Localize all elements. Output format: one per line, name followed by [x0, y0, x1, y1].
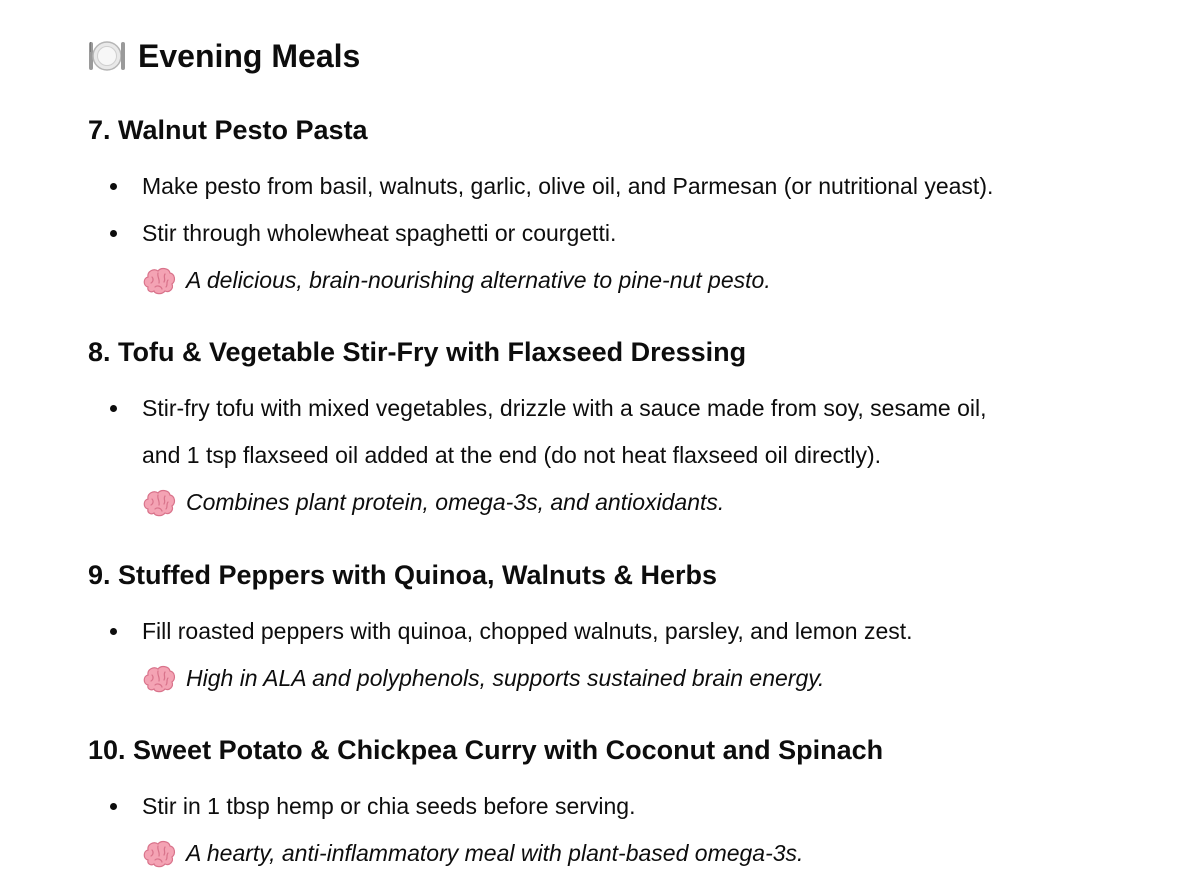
- bullet-text: Stir through wholewheat spaghetti or courgetti.: [142, 220, 617, 246]
- meal-note: [88, 257, 1188, 304]
- section-heading: [88, 36, 360, 76]
- brain-icon: [142, 665, 176, 693]
- note-text: A hearty, anti-inflammatory meal with plant-based omega-3s.: [186, 840, 804, 866]
- bullet-dot: [110, 628, 117, 635]
- section-title-text: Evening Meals: [138, 38, 361, 74]
- note-text: A delicious, brain-nourishing alternative to pine-nut pesto.: [186, 267, 771, 293]
- plate-with-cutlery-icon: [88, 37, 126, 75]
- note-text: Combines plant protein, omega-3s, and antioxidants.: [186, 489, 725, 515]
- meal-title: 9. Stuffed Peppers with Quinoa, Walnuts & Herbs: [88, 560, 718, 590]
- brain-icon: [142, 840, 176, 868]
- brain-icon: [142, 267, 176, 295]
- list-item: [88, 210, 1188, 257]
- list-item: [88, 163, 1188, 210]
- meal-title: 8. Tofu & Vegetable Stir-Fry with Flaxseed Dressing: [88, 337, 747, 367]
- bullet-dot: [110, 405, 117, 412]
- meal-title: 7. Walnut Pesto Pasta: [88, 115, 368, 145]
- list-item: [88, 783, 1188, 830]
- bullet-text: Stir-fry tofu with mixed vegetables, drizzle with a sauce made from soy, sesame oil,: [142, 395, 987, 421]
- bullet-text: and 1 tsp flaxseed oil added at the end (do not heat flaxseed oil directly).: [142, 442, 882, 468]
- bullet-dot: [110, 183, 117, 190]
- meal-bullet-list: [88, 783, 1188, 830]
- bullet-text: Fill roasted peppers with quinoa, chopped walnuts, parsley, and lemon zest.: [142, 618, 913, 644]
- meal-bullet-list: [88, 163, 1188, 257]
- bullet-dot: [110, 803, 117, 810]
- list-item: [88, 385, 1188, 432]
- meal-item: [88, 557, 1188, 702]
- note-text: High in ALA and polyphenols, supports sustained brain energy.: [186, 665, 825, 691]
- meal-item: [88, 334, 1188, 526]
- meal-item: [88, 112, 1188, 304]
- bullet-dot: [110, 230, 117, 237]
- bullet-text: Stir in 1 tbsp hemp or chia seeds before serving.: [142, 793, 636, 819]
- meal-item: [88, 732, 1188, 877]
- meal-bullet-list: [88, 608, 1188, 655]
- meal-title: 10. Sweet Potato & Chickpea Curry with Coconut and Spinach: [88, 735, 884, 765]
- meal-bullet-list: [88, 385, 1188, 479]
- list-item-continuation: [88, 432, 1188, 479]
- meal-note: [88, 479, 1188, 526]
- bullet-text: Make pesto from basil, walnuts, garlic, olive oil, and Parmesan (or nutritional yeast).: [142, 173, 994, 199]
- meal-note: [88, 830, 1188, 877]
- list-item: [88, 608, 1188, 655]
- brain-icon: [142, 489, 176, 517]
- meal-note: [88, 655, 1188, 702]
